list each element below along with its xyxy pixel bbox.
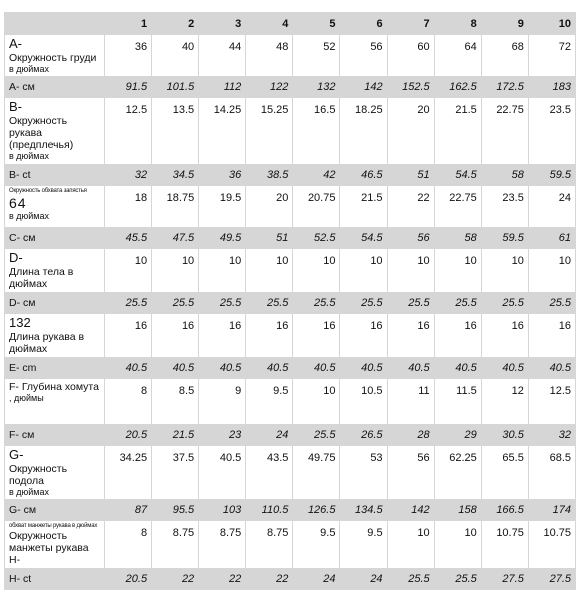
value-cell: 16	[340, 313, 387, 357]
value-cell: 40.5	[199, 357, 246, 378]
value-cell: 25.5	[340, 292, 387, 313]
value-cell: 10	[387, 248, 434, 292]
value-cell: 24	[340, 569, 387, 590]
row-label-main: F- см	[9, 428, 35, 441]
value-cell: 64	[434, 35, 481, 77]
row-label-code: D-	[9, 249, 23, 265]
row-label	[5, 521, 105, 569]
row-label	[5, 424, 105, 445]
value-cell: 174	[528, 500, 575, 521]
row-label-code: A-	[9, 36, 22, 51]
value-cell: 10	[387, 521, 434, 569]
value-cell: 54.5	[434, 164, 481, 185]
value-cell: 18.75	[152, 185, 199, 227]
value-cell: 16	[293, 313, 340, 357]
value-cell: 16	[528, 313, 575, 357]
value-cell: 52.5	[293, 227, 340, 248]
value-cell: 25.5	[293, 292, 340, 313]
value-cell: 12.5	[528, 378, 575, 424]
value-cell: 8.75	[246, 521, 293, 569]
row-label	[5, 248, 105, 292]
table-row-cm	[5, 424, 576, 445]
row-label	[5, 35, 105, 77]
value-cell: 25.5	[434, 569, 481, 590]
value-cell: 15.25	[246, 98, 293, 164]
table-row-cm	[5, 292, 576, 313]
table-row-inches	[5, 35, 576, 77]
value-cell: 10	[528, 248, 575, 292]
row-label-main: Окружность рукава (предплечья)	[9, 115, 74, 152]
value-cell: 23	[199, 424, 246, 445]
value-cell: 8.75	[199, 521, 246, 569]
row-label-code: 132	[9, 314, 31, 330]
value-cell: 22.75	[434, 185, 481, 227]
row-label	[5, 445, 105, 499]
size-header-1: 1	[105, 13, 152, 35]
value-cell: 60	[387, 35, 434, 77]
value-cell: 46.5	[340, 164, 387, 185]
row-label	[5, 313, 105, 357]
value-cell: 25.5	[434, 292, 481, 313]
row-label	[5, 164, 105, 185]
size-header-6: 6	[340, 13, 387, 35]
row-label-unit: в дюймах	[9, 210, 50, 221]
value-cell: 32	[528, 424, 575, 445]
value-cell: 40.5	[387, 357, 434, 378]
value-cell: 22	[152, 569, 199, 590]
value-cell: 21.5	[340, 185, 387, 227]
size-header-10: 10	[528, 13, 575, 35]
value-cell: 8.75	[152, 521, 199, 569]
value-cell: 68.5	[528, 445, 575, 499]
value-cell: 21.5	[152, 424, 199, 445]
table-row-cm	[5, 569, 576, 590]
table-row-cm	[5, 77, 576, 98]
value-cell: 10	[293, 248, 340, 292]
value-cell: 49.75	[293, 445, 340, 499]
value-cell: 16	[387, 313, 434, 357]
row-label	[5, 378, 105, 424]
value-cell: 9.5	[340, 521, 387, 569]
value-cell: 40.5	[293, 357, 340, 378]
value-cell: 16	[481, 313, 528, 357]
value-cell: 10.5	[340, 378, 387, 424]
value-cell: 40.5	[340, 357, 387, 378]
value-cell: 52	[293, 35, 340, 77]
value-cell: 40.5	[105, 357, 152, 378]
value-cell: 51	[387, 164, 434, 185]
value-cell: 25.5	[528, 292, 575, 313]
value-cell: 95.5	[152, 500, 199, 521]
value-cell: 10	[293, 378, 340, 424]
row-label-main: H- ct	[9, 573, 32, 586]
value-cell: 58	[481, 164, 528, 185]
value-cell: 10	[340, 248, 387, 292]
row-label-main: Окружность груди	[9, 51, 97, 64]
value-cell: 16	[105, 313, 152, 357]
value-cell: 42	[293, 164, 340, 185]
value-cell: 48	[246, 35, 293, 77]
value-cell: 40.5	[246, 357, 293, 378]
table-row-cm	[5, 357, 576, 378]
value-cell: 27.5	[528, 569, 575, 590]
value-cell: 65.5	[481, 445, 528, 499]
value-cell: 47.5	[152, 227, 199, 248]
value-cell: 40.5	[481, 357, 528, 378]
value-cell: 103	[199, 500, 246, 521]
value-cell: 21.5	[434, 98, 481, 164]
row-label-main: Окружность подола	[9, 462, 68, 487]
value-cell: 22	[199, 569, 246, 590]
row-label	[5, 569, 105, 590]
value-cell: 36	[199, 164, 246, 185]
value-cell: 25.5	[387, 569, 434, 590]
value-cell: 26.5	[340, 424, 387, 445]
table-row-inches	[5, 98, 576, 164]
value-cell: 56	[387, 227, 434, 248]
value-cell: 134.5	[340, 500, 387, 521]
row-label-unit: , дюймы	[9, 393, 44, 403]
value-cell: 8.5	[152, 378, 199, 424]
value-cell: 142	[340, 77, 387, 98]
value-cell: 16.5	[293, 98, 340, 164]
value-cell: 10	[199, 248, 246, 292]
value-cell: 61	[528, 227, 575, 248]
size-header-3: 3	[199, 13, 246, 35]
size-header-row	[5, 13, 576, 35]
value-cell: 68	[481, 35, 528, 77]
value-cell: 158	[434, 500, 481, 521]
value-cell: 44	[199, 35, 246, 77]
value-cell: 25.5	[387, 292, 434, 313]
table-row-inches	[5, 185, 576, 227]
row-label	[5, 292, 105, 313]
value-cell: 59.5	[481, 227, 528, 248]
value-cell: 25.5	[199, 292, 246, 313]
value-cell: 20.5	[105, 569, 152, 590]
value-cell: 142	[387, 500, 434, 521]
value-cell: 20.75	[293, 185, 340, 227]
table-row-cm	[5, 164, 576, 185]
row-label-main: Длина тела в дюймах	[9, 265, 74, 290]
value-cell: 40	[152, 35, 199, 77]
table-row-cm	[5, 227, 576, 248]
value-cell: 87	[105, 500, 152, 521]
value-cell: 40.5	[528, 357, 575, 378]
value-cell: 10	[434, 521, 481, 569]
value-cell: 37.5	[152, 445, 199, 499]
value-cell: 110.5	[246, 500, 293, 521]
row-label-code: G-	[9, 446, 24, 462]
value-cell: 122	[246, 77, 293, 98]
value-cell: 10.75	[528, 521, 575, 569]
value-cell: 24	[246, 424, 293, 445]
value-cell: 132	[293, 77, 340, 98]
value-cell: 10	[481, 248, 528, 292]
row-label-tiny: обхват манжеты рукава в дюймах	[9, 523, 98, 530]
value-cell: 14.25	[199, 98, 246, 164]
value-cell: 9.5	[293, 521, 340, 569]
row-label-code: B-	[9, 99, 22, 115]
value-cell: 16	[152, 313, 199, 357]
value-cell: 13.5	[152, 98, 199, 164]
row-label	[5, 98, 105, 164]
size-header-8: 8	[434, 13, 481, 35]
size-header-4: 4	[246, 13, 293, 35]
value-cell: 29	[434, 424, 481, 445]
header-corner-cell	[5, 13, 105, 35]
row-label-tiny: Окружность обхвата запястья	[9, 187, 87, 194]
value-cell: 34.25	[105, 445, 152, 499]
row-label	[5, 77, 105, 98]
value-cell: 22	[387, 185, 434, 227]
row-label	[5, 357, 105, 378]
value-cell: 24	[528, 185, 575, 227]
value-cell: 10	[246, 248, 293, 292]
value-cell: 22	[246, 569, 293, 590]
row-label-unit: в дюймах	[9, 487, 50, 497]
value-cell: 49.5	[199, 227, 246, 248]
value-cell: 16	[434, 313, 481, 357]
value-cell: 32	[105, 164, 152, 185]
value-cell: 28	[387, 424, 434, 445]
size-table-body	[5, 35, 576, 590]
table-row-cm	[5, 500, 576, 521]
value-cell: 34.5	[152, 164, 199, 185]
table-row-inches	[5, 445, 576, 499]
value-cell: 25.5	[293, 424, 340, 445]
row-label-big: 64	[9, 194, 27, 211]
value-cell: 24	[293, 569, 340, 590]
value-cell: 36	[105, 35, 152, 77]
value-cell: 40.5	[434, 357, 481, 378]
value-cell: 54.5	[340, 227, 387, 248]
row-label-main: G- см	[9, 504, 37, 517]
row-label-main: Длина рукава в дюймах	[9, 330, 85, 355]
row-label	[5, 227, 105, 248]
value-cell: 10.75	[481, 521, 528, 569]
value-cell: 25.5	[152, 292, 199, 313]
value-cell: 112	[199, 77, 246, 98]
value-cell: 20	[387, 98, 434, 164]
table-row-inches	[5, 521, 576, 569]
value-cell: 20.5	[105, 424, 152, 445]
value-cell: 18.25	[340, 98, 387, 164]
size-chart-table	[4, 12, 576, 590]
value-cell: 11	[387, 378, 434, 424]
size-header-7: 7	[387, 13, 434, 35]
size-header-9: 9	[481, 13, 528, 35]
value-cell: 18	[105, 185, 152, 227]
value-cell: 22.75	[481, 98, 528, 164]
value-cell: 58	[434, 227, 481, 248]
value-cell: 162.5	[434, 77, 481, 98]
row-label-main: C- см	[9, 231, 36, 244]
value-cell: 9	[199, 378, 246, 424]
value-cell: 9.5	[246, 378, 293, 424]
value-cell: 25.5	[105, 292, 152, 313]
value-cell: 101.5	[152, 77, 199, 98]
size-header-5: 5	[293, 13, 340, 35]
row-label-main: Окружность манжеты рукава H-	[9, 530, 89, 567]
value-cell: 172.5	[481, 77, 528, 98]
value-cell: 8	[105, 521, 152, 569]
row-label-unit: в дюймах	[9, 151, 50, 162]
value-cell: 19.5	[199, 185, 246, 227]
value-cell: 40.5	[199, 445, 246, 499]
value-cell: 27.5	[481, 569, 528, 590]
value-cell: 56	[340, 35, 387, 77]
value-cell: 72	[528, 35, 575, 77]
row-label-main: D- см	[9, 296, 36, 309]
value-cell: 51	[246, 227, 293, 248]
value-cell: 16	[246, 313, 293, 357]
row-label	[5, 500, 105, 521]
value-cell: 166.5	[481, 500, 528, 521]
value-cell: 59.5	[528, 164, 575, 185]
table-row-inches	[5, 313, 576, 357]
value-cell: 10	[152, 248, 199, 292]
value-cell: 12	[481, 378, 528, 424]
row-label-main: F- Глубина хомута	[9, 380, 99, 393]
size-header-2: 2	[152, 13, 199, 35]
row-label-main: A- см	[9, 81, 35, 94]
value-cell: 10	[105, 248, 152, 292]
value-cell: 152.5	[387, 77, 434, 98]
table-row-inches	[5, 248, 576, 292]
value-cell: 40.5	[152, 357, 199, 378]
row-label-main: E- cm	[9, 361, 37, 374]
row-label	[5, 185, 105, 227]
value-cell: 45.5	[105, 227, 152, 248]
value-cell: 20	[246, 185, 293, 227]
value-cell: 53	[340, 445, 387, 499]
value-cell: 126.5	[293, 500, 340, 521]
value-cell: 8	[105, 378, 152, 424]
value-cell: 25.5	[246, 292, 293, 313]
value-cell: 91.5	[105, 77, 152, 98]
value-cell: 56	[387, 445, 434, 499]
row-label-main: B- ct	[9, 168, 31, 181]
value-cell: 23.5	[481, 185, 528, 227]
value-cell: 62.25	[434, 445, 481, 499]
row-label-unit: в дюймах	[9, 64, 50, 74]
value-cell: 11.5	[434, 378, 481, 424]
value-cell: 16	[199, 313, 246, 357]
value-cell: 183	[528, 77, 575, 98]
value-cell: 43.5	[246, 445, 293, 499]
table-row-inches	[5, 378, 576, 424]
value-cell: 10	[434, 248, 481, 292]
value-cell: 23.5	[528, 98, 575, 164]
value-cell: 12.5	[105, 98, 152, 164]
value-cell: 25.5	[481, 292, 528, 313]
value-cell: 38.5	[246, 164, 293, 185]
value-cell: 30.5	[481, 424, 528, 445]
